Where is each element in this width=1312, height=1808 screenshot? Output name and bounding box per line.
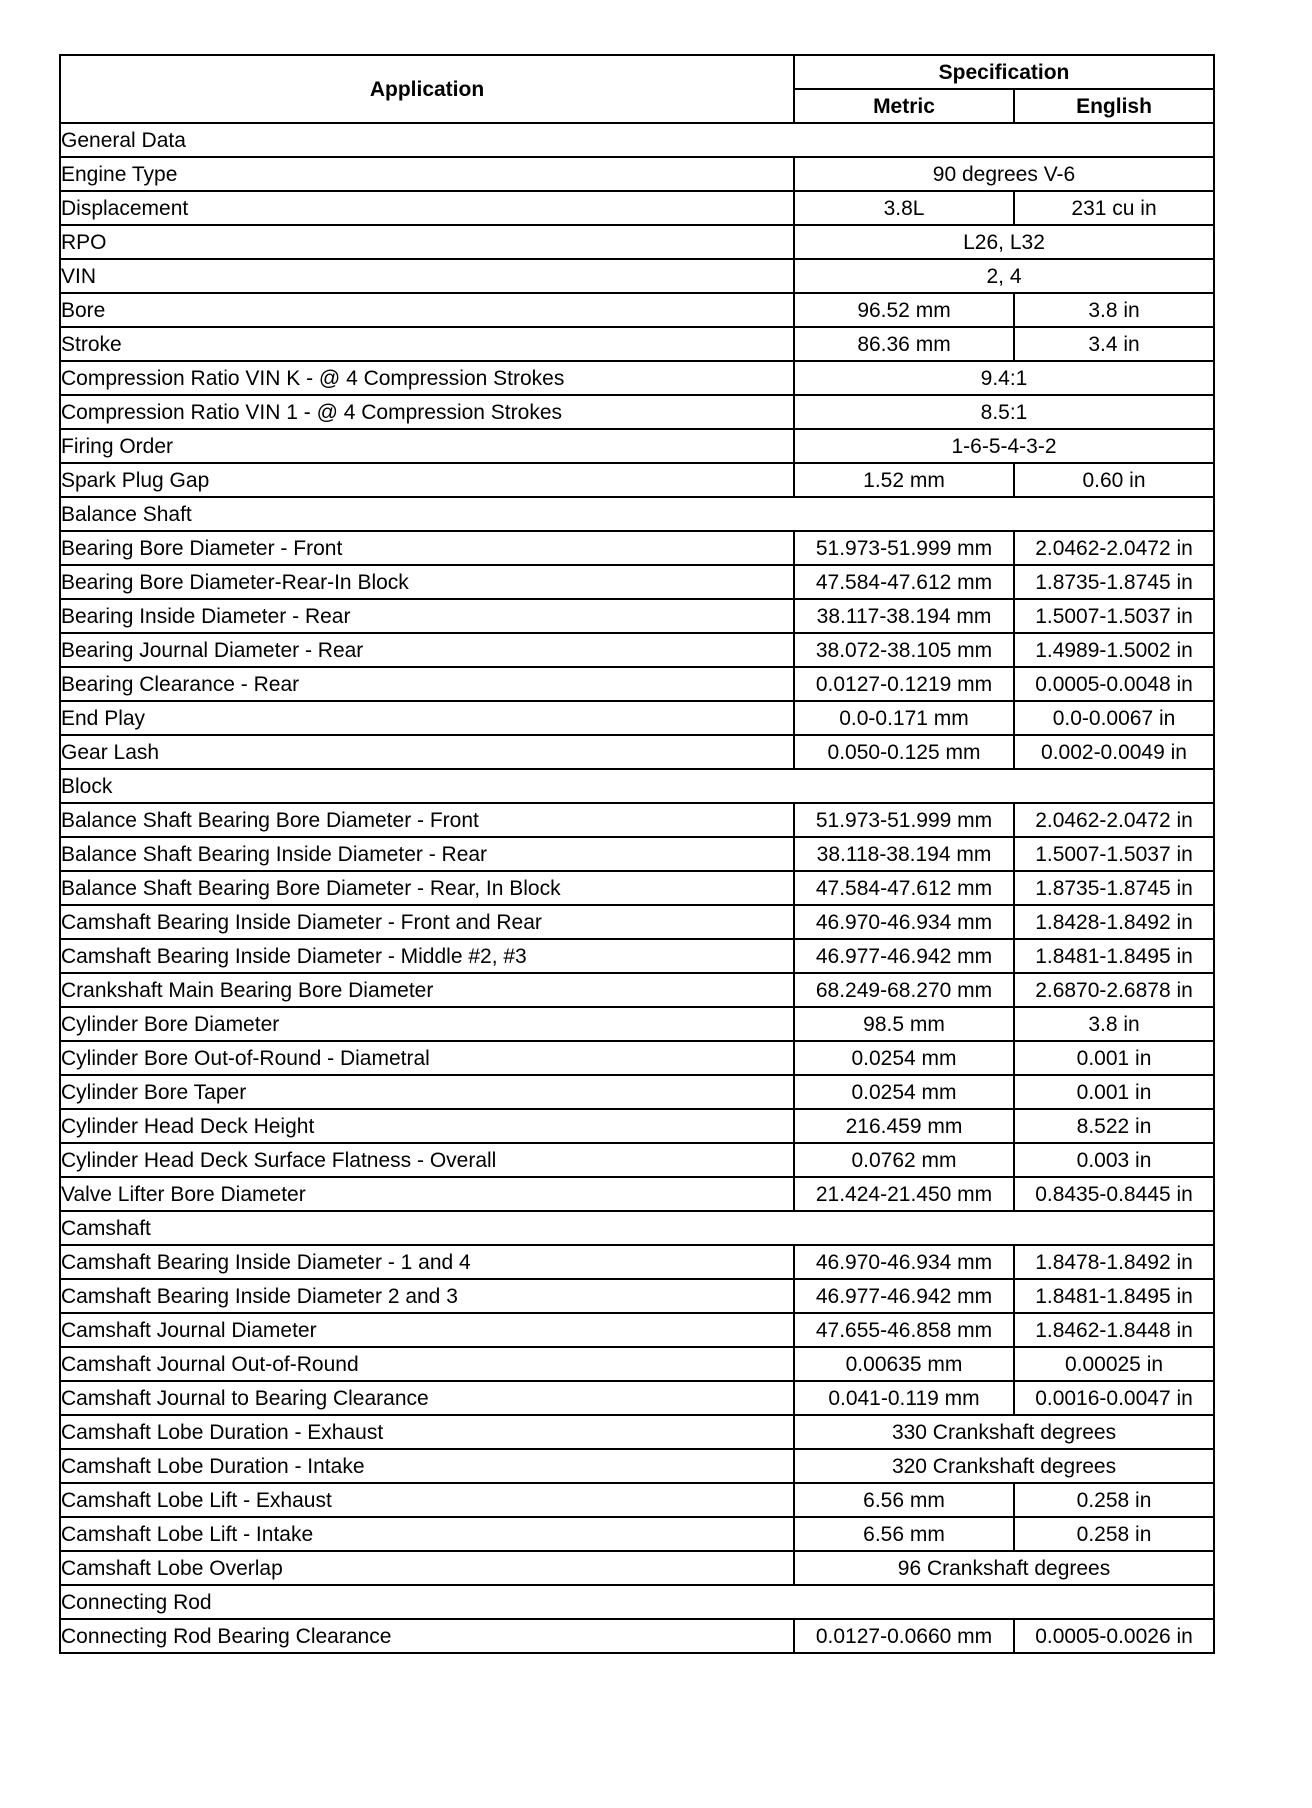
- row-label: Connecting Rod Bearing Clearance: [60, 1619, 794, 1653]
- table-row: [60, 1075, 1214, 1109]
- table-row: [60, 259, 1214, 293]
- english-value: 0.60 in: [1014, 463, 1214, 497]
- table-row: [60, 1143, 1214, 1177]
- metric-value: 47.584-47.612 mm: [794, 565, 1014, 599]
- metric-value: 98.5 mm: [794, 1007, 1014, 1041]
- table-row: [60, 157, 1214, 191]
- table-row: [60, 735, 1214, 769]
- row-label: Bearing Bore Diameter - Front: [60, 531, 794, 565]
- section-row: [60, 769, 1214, 803]
- table-row: [60, 939, 1214, 973]
- row-label: Bearing Clearance - Rear: [60, 667, 794, 701]
- metric-value: 3.8L: [794, 191, 1014, 225]
- english-value: 0.001 in: [1014, 1041, 1214, 1075]
- section-row: [60, 123, 1214, 157]
- section-title: Connecting Rod: [60, 1585, 1214, 1619]
- english-value: 0.258 in: [1014, 1483, 1214, 1517]
- metric-value: 6.56 mm: [794, 1483, 1014, 1517]
- table-row: [60, 1551, 1214, 1585]
- english-value: 2.0462-2.0472 in: [1014, 531, 1214, 565]
- table-row: [60, 531, 1214, 565]
- specification-header: Specification: [794, 55, 1214, 89]
- table-row: [60, 463, 1214, 497]
- english-value: 0.8435-0.8445 in: [1014, 1177, 1214, 1211]
- table-row: [60, 633, 1214, 667]
- row-label: Spark Plug Gap: [60, 463, 794, 497]
- table-row: [60, 1109, 1214, 1143]
- english-value: 8.522 in: [1014, 1109, 1214, 1143]
- english-value: 3.4 in: [1014, 327, 1214, 361]
- metric-value: 96.52 mm: [794, 293, 1014, 327]
- row-label: Camshaft Lobe Overlap: [60, 1551, 794, 1585]
- section-title: Camshaft: [60, 1211, 1214, 1245]
- table-row: [60, 1245, 1214, 1279]
- row-label: Camshaft Journal Diameter: [60, 1313, 794, 1347]
- english-value: 1.8428-1.8492 in: [1014, 905, 1214, 939]
- english-value: 1.8735-1.8745 in: [1014, 565, 1214, 599]
- row-label: Camshaft Bearing Inside Diameter - Middle #2, #3: [60, 939, 794, 973]
- row-label: Engine Type: [60, 157, 794, 191]
- metric-header: Metric: [794, 89, 1014, 123]
- table-row: [60, 599, 1214, 633]
- table-row: [60, 327, 1214, 361]
- english-value: 0.003 in: [1014, 1143, 1214, 1177]
- metric-value: 0.0127-0.0660 mm: [794, 1619, 1014, 1653]
- metric-value: 0.0254 mm: [794, 1075, 1014, 1109]
- metric-value: 216.459 mm: [794, 1109, 1014, 1143]
- row-label: Firing Order: [60, 429, 794, 463]
- metric-value: 0.0254 mm: [794, 1041, 1014, 1075]
- table-row: [60, 1483, 1214, 1517]
- metric-value: 46.977-46.942 mm: [794, 1279, 1014, 1313]
- english-value: 0.258 in: [1014, 1517, 1214, 1551]
- table-row: [60, 1381, 1214, 1415]
- row-label: Cylinder Bore Taper: [60, 1075, 794, 1109]
- metric-value: 51.973-51.999 mm: [794, 531, 1014, 565]
- combined-value: 90 degrees V-6: [794, 157, 1214, 191]
- combined-value: L26, L32: [794, 225, 1214, 259]
- table-row: [60, 905, 1214, 939]
- row-label: Camshaft Lobe Duration - Intake: [60, 1449, 794, 1483]
- metric-value: 46.977-46.942 mm: [794, 939, 1014, 973]
- combined-value: 9.4:1: [794, 361, 1214, 395]
- row-label: Camshaft Journal to Bearing Clearance: [60, 1381, 794, 1415]
- section-title: Block: [60, 769, 1214, 803]
- row-label: Camshaft Bearing Inside Diameter - Front and Rear: [60, 905, 794, 939]
- row-label: Bore: [60, 293, 794, 327]
- row-label: Stroke: [60, 327, 794, 361]
- english-value: 1.4989-1.5002 in: [1014, 633, 1214, 667]
- row-label: Displacement: [60, 191, 794, 225]
- row-label: Valve Lifter Bore Diameter: [60, 1177, 794, 1211]
- metric-value: 46.970-46.934 mm: [794, 1245, 1014, 1279]
- section-title: General Data: [60, 123, 1214, 157]
- table-row: [60, 1007, 1214, 1041]
- row-label: Camshaft Journal Out-of-Round: [60, 1347, 794, 1381]
- row-label: Bearing Bore Diameter-Rear-In Block: [60, 565, 794, 599]
- table-row: [60, 395, 1214, 429]
- english-value: 1.8735-1.8745 in: [1014, 871, 1214, 905]
- table-row: [60, 871, 1214, 905]
- table-row: [60, 1517, 1214, 1551]
- table-row: [60, 1041, 1214, 1075]
- combined-value: 96 Crankshaft degrees: [794, 1551, 1214, 1585]
- row-label: End Play: [60, 701, 794, 735]
- metric-value: 0.0127-0.1219 mm: [794, 667, 1014, 701]
- metric-value: 47.584-47.612 mm: [794, 871, 1014, 905]
- metric-value: 21.424-21.450 mm: [794, 1177, 1014, 1211]
- metric-value: 46.970-46.934 mm: [794, 905, 1014, 939]
- metric-value: 51.973-51.999 mm: [794, 803, 1014, 837]
- english-value: 2.6870-2.6878 in: [1014, 973, 1214, 1007]
- table-row: [60, 225, 1214, 259]
- metric-value: 38.118-38.194 mm: [794, 837, 1014, 871]
- table-row: [60, 361, 1214, 395]
- metric-value: 0.00635 mm: [794, 1347, 1014, 1381]
- row-label: Crankshaft Main Bearing Bore Diameter: [60, 973, 794, 1007]
- section-row: [60, 1211, 1214, 1245]
- row-label: Compression Ratio VIN K - @ 4 Compression Strokes: [60, 361, 794, 395]
- row-label: Balance Shaft Bearing Inside Diameter - Rear: [60, 837, 794, 871]
- english-value: 0.002-0.0049 in: [1014, 735, 1214, 769]
- metric-value: 0.050-0.125 mm: [794, 735, 1014, 769]
- specification-table: [59, 54, 1215, 1654]
- table-row: [60, 1279, 1214, 1313]
- metric-value: 0.0-0.171 mm: [794, 701, 1014, 735]
- table-row: [60, 1449, 1214, 1483]
- section-row: [60, 497, 1214, 531]
- english-value: 1.8462-1.8448 in: [1014, 1313, 1214, 1347]
- specification-body: [60, 123, 1214, 1653]
- table-row: [60, 1619, 1214, 1653]
- table-row: [60, 191, 1214, 225]
- metric-value: 38.117-38.194 mm: [794, 599, 1014, 633]
- row-label: Gear Lash: [60, 735, 794, 769]
- row-label: Cylinder Bore Out-of-Round - Diametral: [60, 1041, 794, 1075]
- combined-value: 330 Crankshaft degrees: [794, 1415, 1214, 1449]
- english-value: 0.00025 in: [1014, 1347, 1214, 1381]
- metric-value: 47.655-46.858 mm: [794, 1313, 1014, 1347]
- section-title: Balance Shaft: [60, 497, 1214, 531]
- row-label: Balance Shaft Bearing Bore Diameter - Rear, In Block: [60, 871, 794, 905]
- row-label: Camshaft Bearing Inside Diameter 2 and 3: [60, 1279, 794, 1313]
- row-label: Camshaft Lobe Duration - Exhaust: [60, 1415, 794, 1449]
- row-label: Bearing Journal Diameter - Rear: [60, 633, 794, 667]
- table-row: [60, 1313, 1214, 1347]
- row-label: Camshaft Lobe Lift - Exhaust: [60, 1483, 794, 1517]
- metric-value: 86.36 mm: [794, 327, 1014, 361]
- table-row: [60, 429, 1214, 463]
- row-label: Balance Shaft Bearing Bore Diameter - Front: [60, 803, 794, 837]
- row-label: Cylinder Head Deck Surface Flatness - Overall: [60, 1143, 794, 1177]
- row-label: VIN: [60, 259, 794, 293]
- table-row: [60, 667, 1214, 701]
- metric-value: 0.041-0.119 mm: [794, 1381, 1014, 1415]
- section-row: [60, 1585, 1214, 1619]
- table-row: [60, 1415, 1214, 1449]
- table-row: [60, 837, 1214, 871]
- metric-value: 68.249-68.270 mm: [794, 973, 1014, 1007]
- english-value: 2.0462-2.0472 in: [1014, 803, 1214, 837]
- table-row: [60, 1347, 1214, 1381]
- application-header: Application: [60, 55, 794, 123]
- combined-value: 320 Crankshaft degrees: [794, 1449, 1214, 1483]
- english-value: 1.5007-1.5037 in: [1014, 837, 1214, 871]
- english-value: 1.8478-1.8492 in: [1014, 1245, 1214, 1279]
- english-value: 0.001 in: [1014, 1075, 1214, 1109]
- english-header: English: [1014, 89, 1214, 123]
- table-row: [60, 1177, 1214, 1211]
- metric-value: 1.52 mm: [794, 463, 1014, 497]
- english-value: 1.8481-1.8495 in: [1014, 939, 1214, 973]
- combined-value: 2, 4: [794, 259, 1214, 293]
- row-label: Bearing Inside Diameter - Rear: [60, 599, 794, 633]
- row-label: Camshaft Lobe Lift - Intake: [60, 1517, 794, 1551]
- english-value: 1.8481-1.8495 in: [1014, 1279, 1214, 1313]
- row-label: RPO: [60, 225, 794, 259]
- table-row: [60, 701, 1214, 735]
- row-label: Camshaft Bearing Inside Diameter - 1 and 4: [60, 1245, 794, 1279]
- english-value: 0.0005-0.0026 in: [1014, 1619, 1214, 1653]
- row-label: Compression Ratio VIN 1 - @ 4 Compression Strokes: [60, 395, 794, 429]
- english-value: 0.0-0.0067 in: [1014, 701, 1214, 735]
- english-value: 1.5007-1.5037 in: [1014, 599, 1214, 633]
- english-value: 231 cu in: [1014, 191, 1214, 225]
- combined-value: 1-6-5-4-3-2: [794, 429, 1214, 463]
- table-row: [60, 803, 1214, 837]
- english-value: 0.0016-0.0047 in: [1014, 1381, 1214, 1415]
- combined-value: 8.5:1: [794, 395, 1214, 429]
- table-row: [60, 973, 1214, 1007]
- row-label: Cylinder Bore Diameter: [60, 1007, 794, 1041]
- metric-value: 6.56 mm: [794, 1517, 1014, 1551]
- table-row: [60, 565, 1214, 599]
- english-value: 0.0005-0.0048 in: [1014, 667, 1214, 701]
- metric-value: 38.072-38.105 mm: [794, 633, 1014, 667]
- row-label: Cylinder Head Deck Height: [60, 1109, 794, 1143]
- metric-value: 0.0762 mm: [794, 1143, 1014, 1177]
- english-value: 3.8 in: [1014, 1007, 1214, 1041]
- table-row: [60, 293, 1214, 327]
- english-value: 3.8 in: [1014, 293, 1214, 327]
